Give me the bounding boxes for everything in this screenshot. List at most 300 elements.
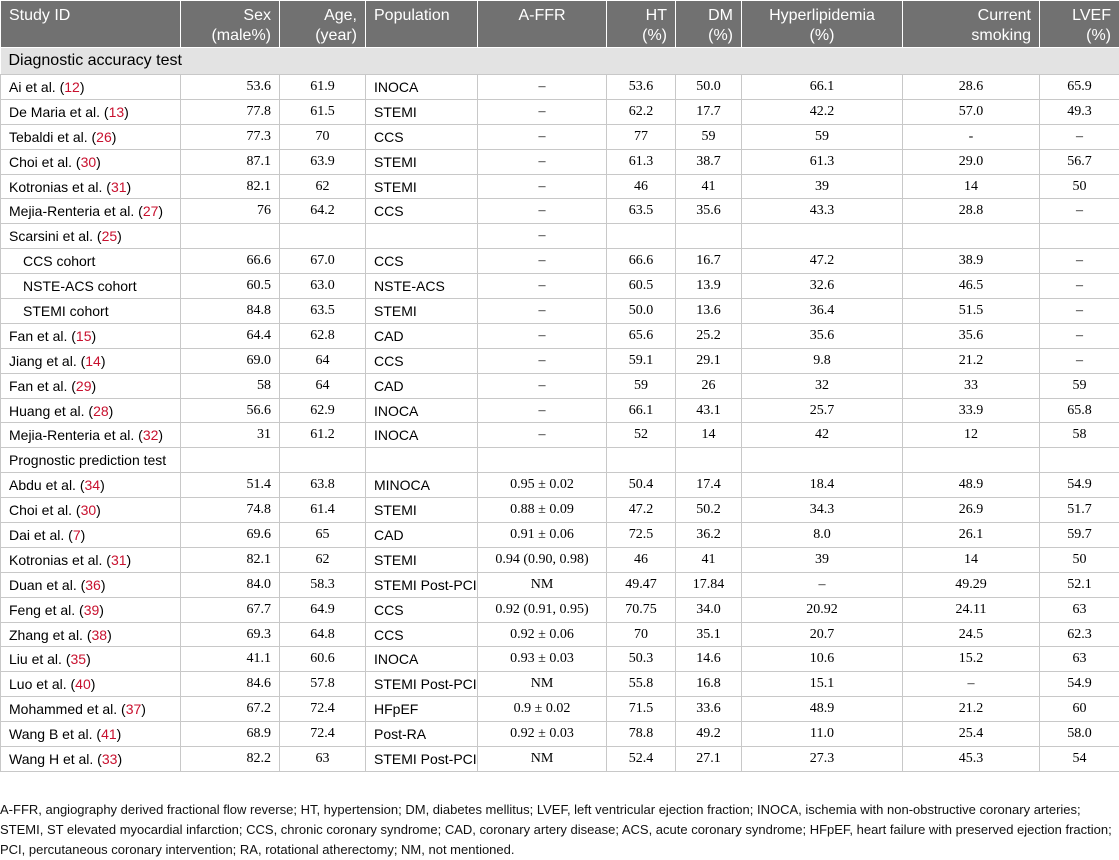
table-row (1, 99, 1119, 124)
cell-study-id (1, 99, 181, 124)
reference-link[interactable]: 31 (110, 551, 127, 568)
cell-age: 63 (280, 747, 366, 772)
cell-ht: 66.1 (607, 398, 676, 423)
cell-sex: 69.0 (181, 348, 280, 373)
cell-hyperlipidemia: 42.2 (742, 99, 903, 124)
reference-close: ) (91, 327, 97, 344)
reference-link[interactable]: 38 (91, 626, 108, 643)
cell-dm: 50.0 (676, 75, 742, 100)
study-name: Wang B et al. ( (9, 726, 102, 743)
reference-link[interactable]: 26 (96, 128, 112, 145)
header-lvef: LVEF (%) (1040, 1, 1119, 48)
reference-link[interactable]: 30 (80, 153, 97, 170)
cell-sex: 82.2 (181, 747, 280, 772)
cell-ht: 50.3 (607, 647, 676, 672)
reference-link[interactable]: 34 (84, 477, 101, 494)
cell-age: 72.4 (280, 722, 366, 747)
cell-dm: 38.7 (676, 149, 742, 174)
cell-sex: 82.1 (181, 174, 280, 199)
header-age: Age, (year) (280, 1, 366, 48)
cell-sex (181, 224, 280, 249)
reference-link[interactable]: 12 (64, 78, 80, 95)
cell-dm: 13.9 (676, 274, 742, 299)
table-row (1, 722, 1119, 747)
section-row (1, 448, 1119, 473)
reference-link[interactable]: 25 (101, 228, 118, 245)
cell-a-ffr: 0.91 ± 0.06 (478, 523, 607, 548)
cell-ht: 78.8 (607, 722, 676, 747)
cell-ht: 59.1 (607, 348, 676, 373)
cell-sex: 68.9 (181, 722, 280, 747)
table-row (1, 697, 1119, 722)
cell-hyperlipidemia: 47.2 (742, 249, 903, 274)
cell-sex: 84.8 (181, 299, 280, 324)
reference-close: ) (158, 203, 164, 220)
cell-age: 64 (280, 373, 366, 398)
cell-lvef: – (1040, 199, 1119, 224)
table-row (1, 498, 1119, 523)
cell-population: CAD (366, 523, 478, 548)
cell-current-smoking: 26.1 (903, 523, 1040, 548)
study-name: Wang H et al. ( (9, 750, 102, 767)
cell-age: 64 (280, 348, 366, 373)
study-name: Dai et al. ( (9, 526, 73, 543)
cell-a-ffr: – (478, 224, 607, 249)
cell-study-id (1, 473, 181, 498)
reference-close: ) (117, 750, 123, 767)
cell-ht: 72.5 (607, 523, 676, 548)
cell-lvef: 63 (1040, 647, 1119, 672)
reference-link[interactable]: 13 (108, 103, 125, 120)
cell-dm: 43.1 (676, 398, 742, 423)
reference-close: ) (80, 526, 86, 543)
cell-age: 62 (280, 547, 366, 572)
cell-a-ffr: – (478, 323, 607, 348)
reference-link[interactable]: 37 (125, 701, 142, 718)
table-row (1, 622, 1119, 647)
cell-lvef: 50 (1040, 547, 1119, 572)
cell-current-smoking: 24.11 (903, 597, 1040, 622)
empty-cell (742, 448, 903, 473)
cell-age: 62.8 (280, 323, 366, 348)
cell-lvef: 60 (1040, 697, 1119, 722)
cell-current-smoking: 12 (903, 423, 1040, 448)
study-name: Tebaldi et al. ( (9, 128, 97, 145)
cell-ht: 50.4 (607, 473, 676, 498)
cell-hyperlipidemia: 39 (742, 174, 903, 199)
cell-a-ffr: – (478, 174, 607, 199)
cell-ht: 71.5 (607, 697, 676, 722)
cell-ht: 66.6 (607, 249, 676, 274)
cell-population: STEMI Post-PCI (366, 672, 478, 697)
cell-dm: 35.6 (676, 199, 742, 224)
cell-hyperlipidemia: 20.7 (742, 622, 903, 647)
cell-study-id (1, 373, 181, 398)
cell-study-id (1, 249, 181, 274)
table-row (1, 348, 1119, 373)
cell-population: STEMI (366, 149, 478, 174)
cell-dm: 16.7 (676, 249, 742, 274)
cell-current-smoking: 33.9 (903, 398, 1040, 423)
cell-lvef: – (1040, 249, 1119, 274)
study-name: Fan et al. ( (9, 327, 76, 344)
cell-a-ffr: 0.9 ± 0.02 (478, 697, 607, 722)
cell-a-ffr: – (478, 149, 607, 174)
cell-population: CCS (366, 622, 478, 647)
reference-link[interactable]: 14 (85, 352, 101, 369)
cell-dm: 41 (676, 174, 742, 199)
cell-dm: 26 (676, 373, 742, 398)
cell-a-ffr: NM (478, 572, 607, 597)
cell-dm: 27.1 (676, 747, 742, 772)
cell-a-ffr: 0.88 ± 0.09 (478, 498, 607, 523)
header-a-ffr: A-FFR (478, 1, 607, 48)
table-row (1, 249, 1119, 274)
reference-link[interactable]: 31 (110, 178, 127, 195)
study-name: Fan et al. ( (9, 377, 76, 394)
empty-cell (478, 448, 607, 473)
cell-hyperlipidemia: 42 (742, 423, 903, 448)
reference-close: ) (126, 551, 132, 568)
cell-hyperlipidemia: 15.1 (742, 672, 903, 697)
reference-link[interactable]: 27 (142, 203, 159, 220)
cell-age: 64.9 (280, 597, 366, 622)
cell-ht: 47.2 (607, 498, 676, 523)
table-row (1, 423, 1119, 448)
cell-hyperlipidemia: 59 (742, 124, 903, 149)
table-footnote: A-FFR, angiography derived fractional flow reverse; HT, hypertension; DM, diabetes mellitus; LVEF, left ventricular ejection fraction; INOCA, ischemia with non-obstructive coronary arteries; STEMI, ST elevated myocardial infarction; CCS, chronic coronary syndrome; CAD, coronary artery disease; ACS, acute coronary syndrome; HFpEF, heart failure with preserved ejection fraction; PCI, percutaneous coronary intervention; RA, rotational atherectomy; NM, not mentioned. (0, 802, 1112, 857)
cell-a-ffr: – (478, 124, 607, 149)
cell-a-ffr: – (478, 274, 607, 299)
cell-age: 72.4 (280, 697, 366, 722)
cell-lvef: 54 (1040, 747, 1119, 772)
reference-close: ) (96, 502, 101, 519)
header-hyperlipidemia: Hyperlipidemia (%) (742, 1, 903, 48)
cell-sex: 77.3 (181, 124, 280, 149)
cell-population: STEMI (366, 174, 478, 199)
study-name: Choi et al. ( (9, 153, 81, 170)
study-name: Choi et al. ( (9, 502, 81, 519)
cell-sex: 51.4 (181, 473, 280, 498)
cell-age: 65 (280, 523, 366, 548)
reference-link[interactable]: 28 (93, 402, 109, 419)
cell-a-ffr: NM (478, 747, 607, 772)
reference-close: ) (96, 153, 101, 170)
cell-hyperlipidemia: 8.0 (742, 523, 903, 548)
cell-a-ffr: 0.95 ± 0.02 (478, 473, 607, 498)
cell-a-ffr: 0.93 ± 0.03 (478, 647, 607, 672)
cell-current-smoking: 35.6 (903, 323, 1040, 348)
cell-a-ffr: – (478, 199, 607, 224)
study-name: Abdu et al. ( (9, 477, 85, 494)
reference-close: ) (107, 626, 112, 643)
cell-current-smoking: 14 (903, 547, 1040, 572)
cell-current-smoking: 45.3 (903, 747, 1040, 772)
cell-sex: 58 (181, 373, 280, 398)
table-row (1, 274, 1119, 299)
table-row (1, 523, 1119, 548)
cell-dm: 35.1 (676, 622, 742, 647)
cell-dm: 25.2 (676, 323, 742, 348)
study-name: Ai et al. ( (9, 78, 65, 95)
cell-a-ffr: – (478, 373, 607, 398)
cell-dm: 14 (676, 423, 742, 448)
cell-current-smoking: 21.2 (903, 697, 1040, 722)
cell-lvef: 52.1 (1040, 572, 1119, 597)
cell-population: CAD (366, 373, 478, 398)
cell-a-ffr: – (478, 348, 607, 373)
reference-link[interactable]: 40 (75, 676, 91, 693)
cell-study-id (1, 75, 181, 100)
cell-population: NSTE-ACS (366, 274, 478, 299)
table-row (1, 597, 1119, 622)
cell-study-id (1, 274, 181, 299)
cell-study-id (1, 672, 181, 697)
cell-hyperlipidemia: 48.9 (742, 697, 903, 722)
study-name: Luo et al. ( (9, 676, 76, 693)
cell-sex: 87.1 (181, 149, 280, 174)
cell-population: INOCA (366, 647, 478, 672)
cell-dm: 16.8 (676, 672, 742, 697)
cell-ht: 60.5 (607, 274, 676, 299)
cell-study-id (1, 199, 181, 224)
cell-age: 63.9 (280, 149, 366, 174)
cell-dm: 33.6 (676, 697, 742, 722)
reference-link[interactable]: 39 (83, 601, 100, 618)
cell-lvef: – (1040, 323, 1119, 348)
table-row (1, 572, 1119, 597)
cell-lvef: 59 (1040, 373, 1119, 398)
study-name: Jiang et al. ( (9, 352, 86, 369)
cell-study-id (1, 323, 181, 348)
reference-close: ) (116, 726, 122, 743)
cell-current-smoking: 26.9 (903, 498, 1040, 523)
reference-close: ) (108, 402, 114, 419)
cell-population: CCS (366, 597, 478, 622)
cell-lvef: 51.7 (1040, 498, 1119, 523)
cell-sex: 67.7 (181, 597, 280, 622)
cell-sex: 53.6 (181, 75, 280, 100)
cell-current-smoking: 14 (903, 174, 1040, 199)
reference-link[interactable]: 15 (75, 327, 92, 344)
reference-close: ) (111, 128, 117, 145)
cell-current-smoking: 21.2 (903, 348, 1040, 373)
cell-current-smoking: 38.9 (903, 249, 1040, 274)
cell-age (280, 224, 366, 249)
cell-a-ffr: – (478, 423, 607, 448)
header-dm: DM (%) (676, 1, 742, 48)
cell-age: 62 (280, 174, 366, 199)
cell-dm: 17.84 (676, 572, 742, 597)
table-row (1, 299, 1119, 324)
cell-sex: 41.1 (181, 647, 280, 672)
reference-link[interactable]: 36 (85, 576, 101, 593)
reference-close: ) (79, 78, 85, 95)
cell-ht: 55.8 (607, 672, 676, 697)
cell-study-id (1, 124, 181, 149)
header-study-id: Study ID (1, 1, 181, 48)
cell-hyperlipidemia: 18.4 (742, 473, 903, 498)
cell-study-id (1, 647, 181, 672)
cell-dm: 29.1 (676, 348, 742, 373)
cell-lvef: – (1040, 124, 1119, 149)
cell-sex: 67.2 (181, 697, 280, 722)
empty-cell (676, 448, 742, 473)
cell-study-id (1, 348, 181, 373)
cell-a-ffr: 0.92 (0.91, 0.95) (478, 597, 607, 622)
reference-link[interactable]: 29 (75, 377, 92, 394)
table-row (1, 747, 1119, 772)
cell-age: 58.3 (280, 572, 366, 597)
reference-link[interactable]: 41 (101, 726, 117, 743)
cell-lvef: – (1040, 274, 1119, 299)
cell-sex: 84.0 (181, 572, 280, 597)
cell-ht (607, 224, 676, 249)
cell-population: CCS (366, 199, 478, 224)
cell-population: INOCA (366, 75, 478, 100)
cell-population: CCS (366, 249, 478, 274)
cell-study-id (1, 597, 181, 622)
cell-population: HFpEF (366, 697, 478, 722)
cell-lvef: 58 (1040, 423, 1119, 448)
cell-population: MINOCA (366, 473, 478, 498)
cell-ht: 49.47 (607, 572, 676, 597)
cell-hyperlipidemia: 61.3 (742, 149, 903, 174)
table-row (1, 224, 1119, 249)
cell-ht: 70 (607, 622, 676, 647)
cell-sex: 66.6 (181, 249, 280, 274)
reference-close: ) (90, 676, 96, 693)
cell-age: 62.9 (280, 398, 366, 423)
cell-sex: 77.8 (181, 99, 280, 124)
empty-cell (366, 448, 478, 473)
cell-population: STEMI (366, 299, 478, 324)
cell-sex: 31 (181, 423, 280, 448)
cell-age: 61.9 (280, 75, 366, 100)
reference-close: ) (100, 477, 105, 494)
cell-age: 57.8 (280, 672, 366, 697)
header-population: Population (366, 1, 478, 48)
study-name: Mejia-Renteria et al. ( (9, 203, 143, 220)
table-row (1, 547, 1119, 572)
cell-current-smoking: 15.2 (903, 647, 1040, 672)
reference-close: ) (86, 651, 91, 668)
cell-lvef (1040, 224, 1119, 249)
table-row (1, 124, 1119, 149)
cell-lvef: 50 (1040, 174, 1119, 199)
cell-current-smoking: 28.8 (903, 199, 1040, 224)
cell-lvef: 58.0 (1040, 722, 1119, 747)
cell-age: 63.8 (280, 473, 366, 498)
table-row (1, 647, 1119, 672)
cell-lvef: 63 (1040, 597, 1119, 622)
reference-link[interactable]: 7 (72, 526, 81, 543)
cell-current-smoking: 46.5 (903, 274, 1040, 299)
cell-dm: 13.6 (676, 299, 742, 324)
reference-link[interactable]: 33 (101, 750, 118, 767)
cell-hyperlipidemia: 25.7 (742, 398, 903, 423)
cell-population: CCS (366, 348, 478, 373)
empty-cell (280, 448, 366, 473)
cell-hyperlipidemia: 66.1 (742, 75, 903, 100)
cell-sex: 64.4 (181, 323, 280, 348)
cell-study-id (1, 747, 181, 772)
study-name: NSTE-ACS cohort (23, 278, 137, 295)
study-name: De Maria et al. ( (9, 103, 109, 120)
reference-close: ) (100, 576, 106, 593)
cell-population: INOCA (366, 398, 478, 423)
cell-ht: 77 (607, 124, 676, 149)
cell-population: STEMI (366, 498, 478, 523)
cell-lvef: – (1040, 299, 1119, 324)
cell-dm (676, 224, 742, 249)
cell-study-id (1, 498, 181, 523)
reference-link[interactable]: 30 (80, 502, 97, 519)
cell-ht: 53.6 (607, 75, 676, 100)
cell-hyperlipidemia: 32 (742, 373, 903, 398)
cell-dm: 14.6 (676, 647, 742, 672)
cell-dm: 49.2 (676, 722, 742, 747)
reference-close: ) (141, 701, 146, 718)
cell-age: 64.8 (280, 622, 366, 647)
cell-dm: 41 (676, 547, 742, 572)
cell-sex: 84.6 (181, 672, 280, 697)
study-name: Scarsini et al. ( (9, 228, 102, 245)
cell-ht: 62.2 (607, 99, 676, 124)
cell-study-id (1, 722, 181, 747)
cell-lvef: 59.7 (1040, 523, 1119, 548)
cell-current-smoking: - (903, 124, 1040, 149)
cell-age: 70 (280, 124, 366, 149)
reference-link[interactable]: 32 (142, 427, 159, 444)
study-name: Liu et al. ( (9, 651, 71, 668)
cell-dm: 36.2 (676, 523, 742, 548)
study-name: CCS cohort (23, 253, 96, 270)
cell-sex: 69.6 (181, 523, 280, 548)
cell-sex: 82.1 (181, 547, 280, 572)
cell-current-smoking: 28.6 (903, 75, 1040, 100)
cell-a-ffr: 0.94 (0.90, 0.98) (478, 547, 607, 572)
table-row (1, 323, 1119, 348)
cell-population: STEMI Post-PCI (366, 572, 478, 597)
cell-lvef: – (1040, 348, 1119, 373)
study-name: STEMI cohort (23, 302, 109, 319)
reference-close: ) (91, 377, 97, 394)
cell-hyperlipidemia: 9.8 (742, 348, 903, 373)
cell-current-smoking: 33 (903, 373, 1040, 398)
cell-ht: 50.0 (607, 299, 676, 324)
cell-age: 61.5 (280, 99, 366, 124)
cell-age: 63.5 (280, 299, 366, 324)
header-current-smoking: Current smoking (903, 1, 1040, 48)
table-row (1, 174, 1119, 199)
cell-ht: 70.75 (607, 597, 676, 622)
cell-age: 67.0 (280, 249, 366, 274)
cell-study-id (1, 423, 181, 448)
cell-current-smoking: 24.5 (903, 622, 1040, 647)
cell-dm: 17.4 (676, 473, 742, 498)
cell-ht: 52 (607, 423, 676, 448)
cell-study-id (1, 523, 181, 548)
cell-hyperlipidemia: 35.6 (742, 323, 903, 348)
reference-link[interactable]: 35 (70, 651, 87, 668)
cell-current-smoking: 25.4 (903, 722, 1040, 747)
cell-dm: 17.7 (676, 99, 742, 124)
cell-hyperlipidemia: 20.92 (742, 597, 903, 622)
cell-age: 61.2 (280, 423, 366, 448)
table-row (1, 149, 1119, 174)
header-ht: HT (%) (607, 1, 676, 48)
